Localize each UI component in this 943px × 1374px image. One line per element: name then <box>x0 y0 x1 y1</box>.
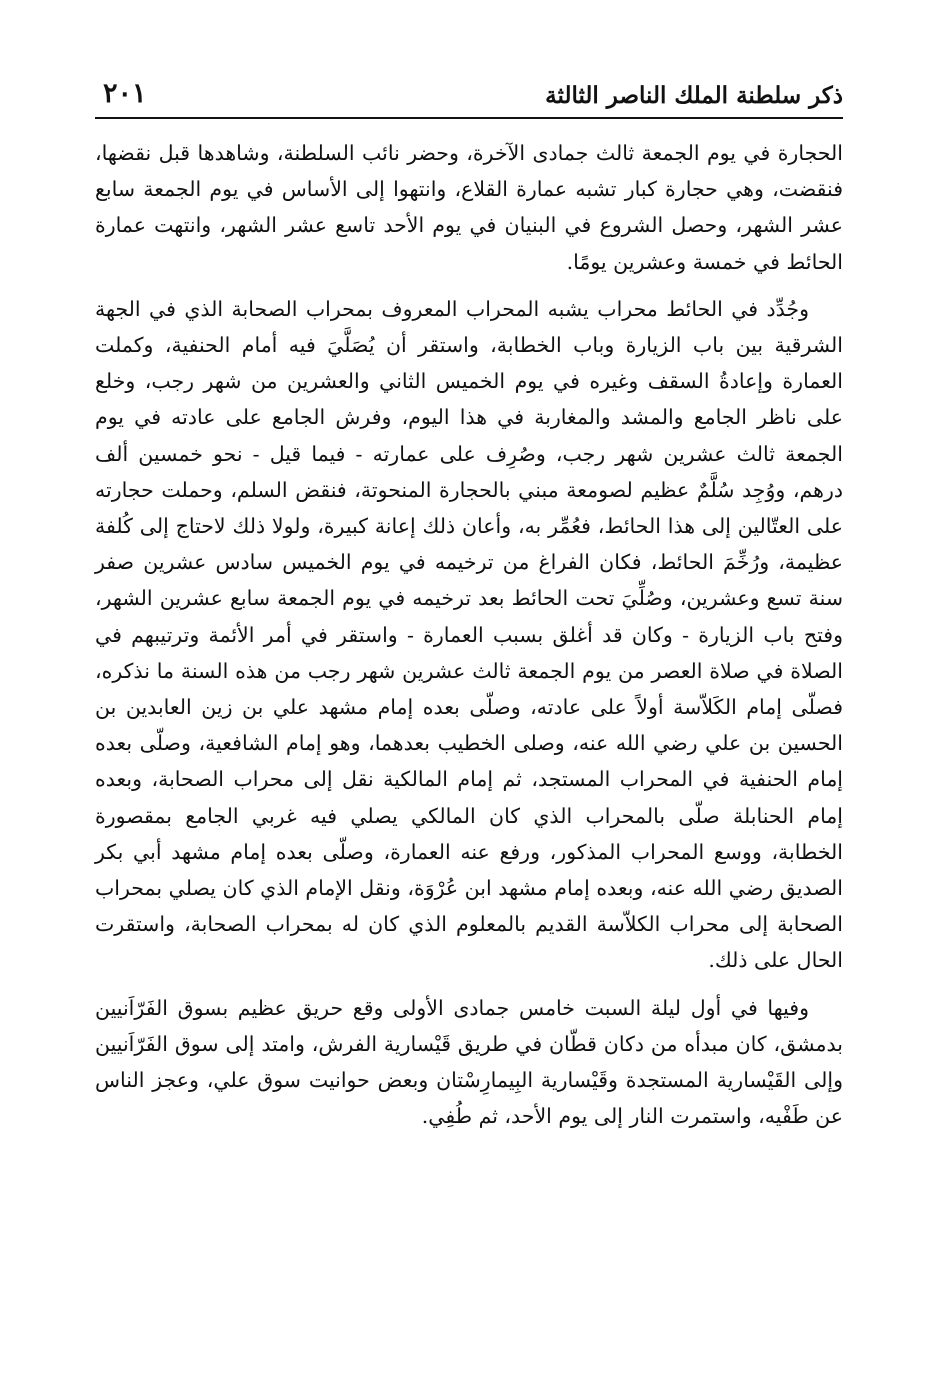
body-text <box>95 135 843 1145</box>
page-number: ٢٠١ <box>103 78 147 109</box>
header-rule <box>95 117 843 119</box>
running-header <box>95 78 843 118</box>
paragraph-3: وفيها في أول ليلة السبت خامس جمادى الأولى وقع حريق عظيم بسوق الفَرّاَنيين بدمشق، كان مبدأه من دكان قطّان في طريق قَيْسارية الفرش، وامتد إلى سوق الفَرّاَنيين وإلى القَيْسارية المستجدة وقَيْسارية البِيمارِسْتان وبعض حوانيت سوق علي، وعجز الناس عن طَفْيه، واستمرت النار إلى يوم الأحد، ثم طُفِي. <box>95 995 843 1129</box>
paragraph-1: الحجارة في يوم الجمعة ثالث جمادى الآخرة، وحضر نائب السلطنة، وشاهدها قبل نقضها، فنقضت، وهي حجارة كبار تشبه عمارة القلاع، وانتهوا إلى الأساس في يوم الجمعة سابع عشر الشهر، وحصل الشروع في البنيان في يوم الأحد تاسع عشر الشهر، وانتهت عمارة الحائط في خمسة وعشرين يومًا. <box>95 141 843 274</box>
paragraph-2: وجُدِّد في الحائط محراب يشبه المحراب المعروف بمحراب الصحابة الذي في الجهة الشرقية بين باب الزيارة وباب الخطابة، واستقر أن يُصَلَّيَ فيه أمام الحنفية، وكملت العمارة وإعادةُ السقف وغيره في يوم الخميس الثاني والعشرين من شهر رجب، وخلع على ناظر الجامع والمشد والمغاربة في هذا اليوم، وفرش الجامع على عادته في يوم الجمعة ثالث عشرين شهر رجب، وصُرِف على عمارته - فيما قيل - نحو خمسين ألف درهم، ووُجِد سُلَّمٌ عظيم لصومعة مبني بالحجارة المنحوتة، فنقض السلم، وحملت حجارته على العتّالين إلى هذا الحائط، فعُمِّر به، وأعان ذلك إعانة كبيرة، ولولا ذلك لاحتاج إلى كُلفة عظيمة، ورُخِّمَ الحائط، فكان الفراغ من ترخيمه في يوم الخميس سادس عشرين صفر سنة تسع وعشرين، وصُلِّيَ تحت الحائط بعد ترخيمه في يوم الجمعة سابع عشرين الشهر، وفتح باب الزيارة - وكان قد أغلق بسبب العمارة - واستقر في أمر الأئمة وترتيبهم في الصلاة في صلاة العصر من يوم الجمعة ثالث عشرين شهر رجب من هذه السنة ما نذكره، فصلّى إمام الكَلاّسة أولاً على عادته، وصلّى بعده إمام مشهد علي بن زين العابدين بن الحسين بن علي رضي الله عنه، وصلى الخطيب بعدهما، وهو إمام الشافعية، وصلّى بعده إمام الحنفية في المحراب المستجد، ثم إمام المالكية نقل إلى محراب الصحابة، وبعده إمام الحنابلة صلّى بالمحراب الذي كان المالكي يصلي فيه غربي الجامع بمقصورة الخطابة، ووسع المحراب المذكور، ورفع عنه العمارة، وصلّى بعده إمام مشهد أبي بكر الصديق رضي الله عنه، وبعده إمام مشهد ابن عُرْوَة، ونقل الإمام الذي كان يصلي بمحراب الصحابة إلى محراب الكلاّسة القديم بالمعلوم الذي كان له بمحراب الصحابة، واستقرت الحال على ذلك. <box>95 296 843 973</box>
running-header-title: ذكر سلطنة الملك الناصر الثالثة <box>545 82 843 109</box>
